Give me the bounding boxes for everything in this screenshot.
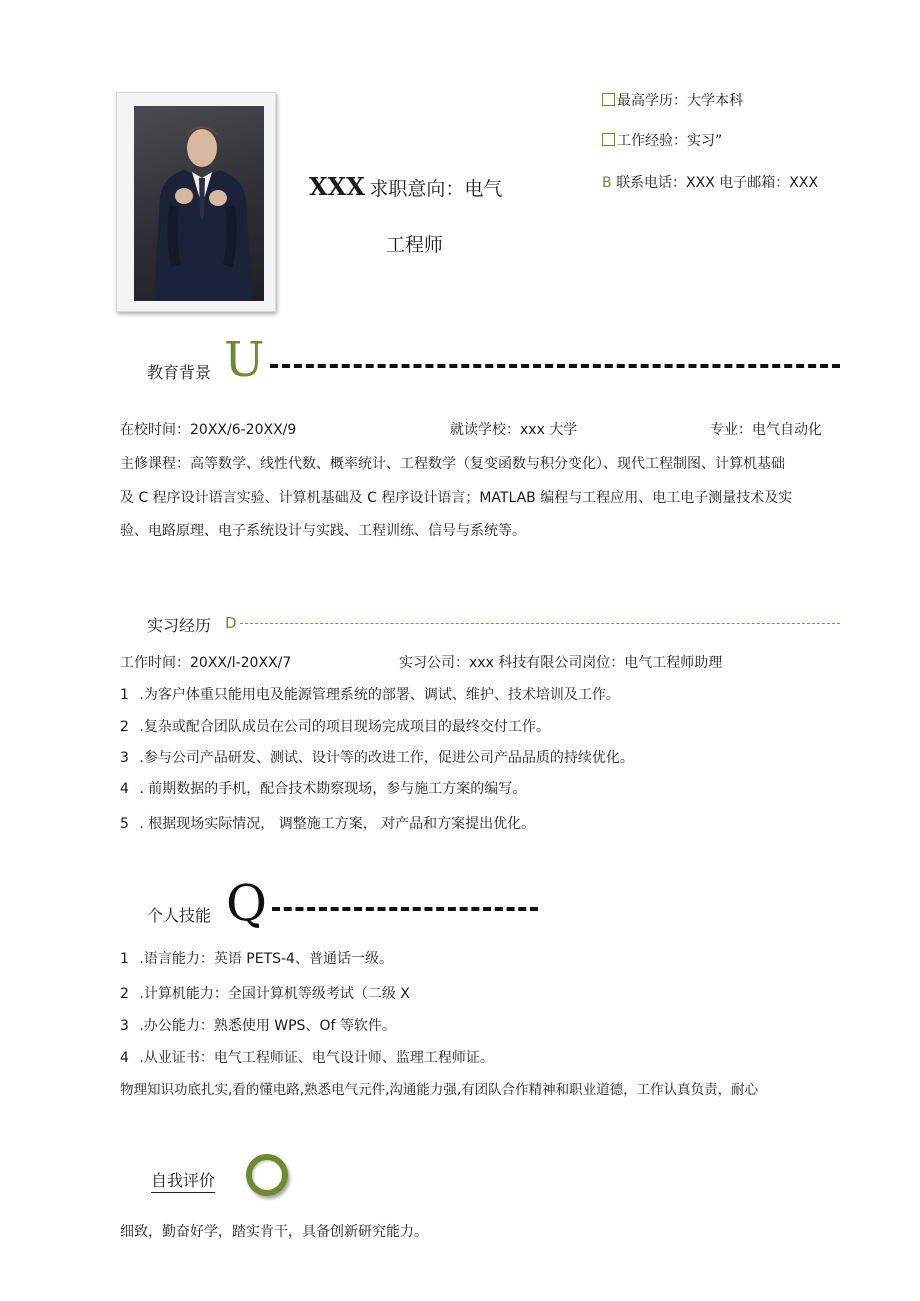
skills-glyph: Q <box>226 874 267 932</box>
item-text: . 根据现场实际情况， 调整施工方案， 对产品和方案提出优化。 <box>139 816 536 832</box>
ring-icon <box>246 1154 288 1196</box>
education-time: 在校时间：20XX/6-20XX/9 <box>120 422 297 438</box>
item-text: . 前期数据的手机，配合技术勘察现场，参与施工方案的编写。 <box>139 781 527 797</box>
item-text: .参与公司产品研发、测试、设计等的改进工作，促进公司产品品质的持续优化。 <box>139 750 634 766</box>
checkbox-icon <box>602 133 615 146</box>
internship-divider <box>240 623 840 624</box>
internship-title: 实习经历 <box>147 616 212 635</box>
skill-item <box>120 984 410 1004</box>
skill-item <box>120 1048 494 1068</box>
name-and-objective <box>309 172 502 201</box>
internship-item <box>120 748 634 768</box>
contact-info: 联系电话：XXX 电子邮箱：XXX <box>616 175 819 191</box>
education-title: 教育背景 <box>147 363 212 382</box>
internship-item <box>120 685 620 705</box>
item-text: .为客户体重只能用电及能源管理系统的部署、调试、维护、技术培训及工作。 <box>139 687 620 703</box>
education-divider <box>270 364 840 368</box>
education-school: 就读学校：xxx 大学 <box>450 422 578 438</box>
courses-line: 主修课程：高等数学、线性代数、概率统计、工程数学（复变函数与积分变化）、现代工程制图、计算机基础 <box>120 456 785 472</box>
item-text: .语言能力：英语 PETS-4、普通话一级。 <box>139 951 393 967</box>
checkbox-icon <box>602 93 615 106</box>
internship-time: 工作时间：20XX/l-20XX/7 <box>120 655 292 671</box>
internship-item <box>120 779 526 799</box>
item-number: 5 <box>120 816 129 832</box>
item-number: 2 <box>120 986 129 1002</box>
internship-company: 实习公司：xxx 科技有限公司岗位：电气工程师助理 <box>399 655 723 671</box>
item-text: .计算机能力：全国计算机等级考试（二级 X <box>139 986 410 1002</box>
item-number: 4 <box>120 1050 129 1066</box>
work-experience: 工作经验：实习” <box>617 133 723 149</box>
internship-glyph: D <box>225 614 237 632</box>
skill-item <box>120 949 393 969</box>
item-number: 1 <box>120 951 129 967</box>
skills-divider <box>272 907 538 911</box>
contact-row <box>602 172 818 192</box>
contact-marker-icon: B <box>602 175 612 191</box>
self-evaluation-text: 细致，勤奋好学，踏实肯干，具备创新研究能力。 <box>120 1224 428 1240</box>
item-number: 3 <box>120 750 129 766</box>
item-text: .办公能力：熟悉使用 WPS、Of 等软件。 <box>139 1018 396 1034</box>
item-number: 1 <box>120 687 129 703</box>
skills-title: 个人技能 <box>147 906 212 925</box>
skill-item <box>120 1016 396 1036</box>
courses-line: 及 C 程序设计语言实验、计算机基础及 C 程序设计语言；MATLAB 编程与工程应用、电工电子测量技术及实 <box>120 490 793 506</box>
item-number: 3 <box>120 1018 129 1034</box>
profile-photo <box>134 106 264 301</box>
profile-photo-frame <box>116 92 276 312</box>
item-number: 2 <box>120 719 129 735</box>
self-evaluation-title: 自我评价 <box>151 1168 215 1193</box>
item-number: 4 <box>120 781 129 797</box>
work-experience-row <box>602 130 722 150</box>
item-text: .复杂或配合团队成员在公司的项目现场完成项目的最终交付工作。 <box>139 719 550 735</box>
education-level-row <box>602 90 743 110</box>
candidate-name: XXX <box>309 172 365 201</box>
man-in-suit-image <box>134 106 264 301</box>
internship-item <box>120 814 535 834</box>
education-glyph: U <box>224 332 265 388</box>
education-major: 专业：电气自动化 <box>710 422 822 438</box>
courses-line: 验、电路原理、电子系统设计与实践、工程训练、信号与系统等。 <box>120 523 526 539</box>
objective-line2: 工程师 <box>386 234 444 256</box>
objective-line1: 求职意向：电气 <box>369 178 503 200</box>
education-level: 最高学历：大学本科 <box>617 93 743 109</box>
skills-summary: 物理知识功底扎实,看的懂电路,熟悉电气元件,沟通能力强,有团队合作精神和职业道德，工作认真负责，耐心 <box>120 1082 759 1098</box>
internship-item <box>120 717 550 737</box>
item-text: .从业证书：电气工程师证、电气设计师、监理工程师证。 <box>139 1050 494 1066</box>
